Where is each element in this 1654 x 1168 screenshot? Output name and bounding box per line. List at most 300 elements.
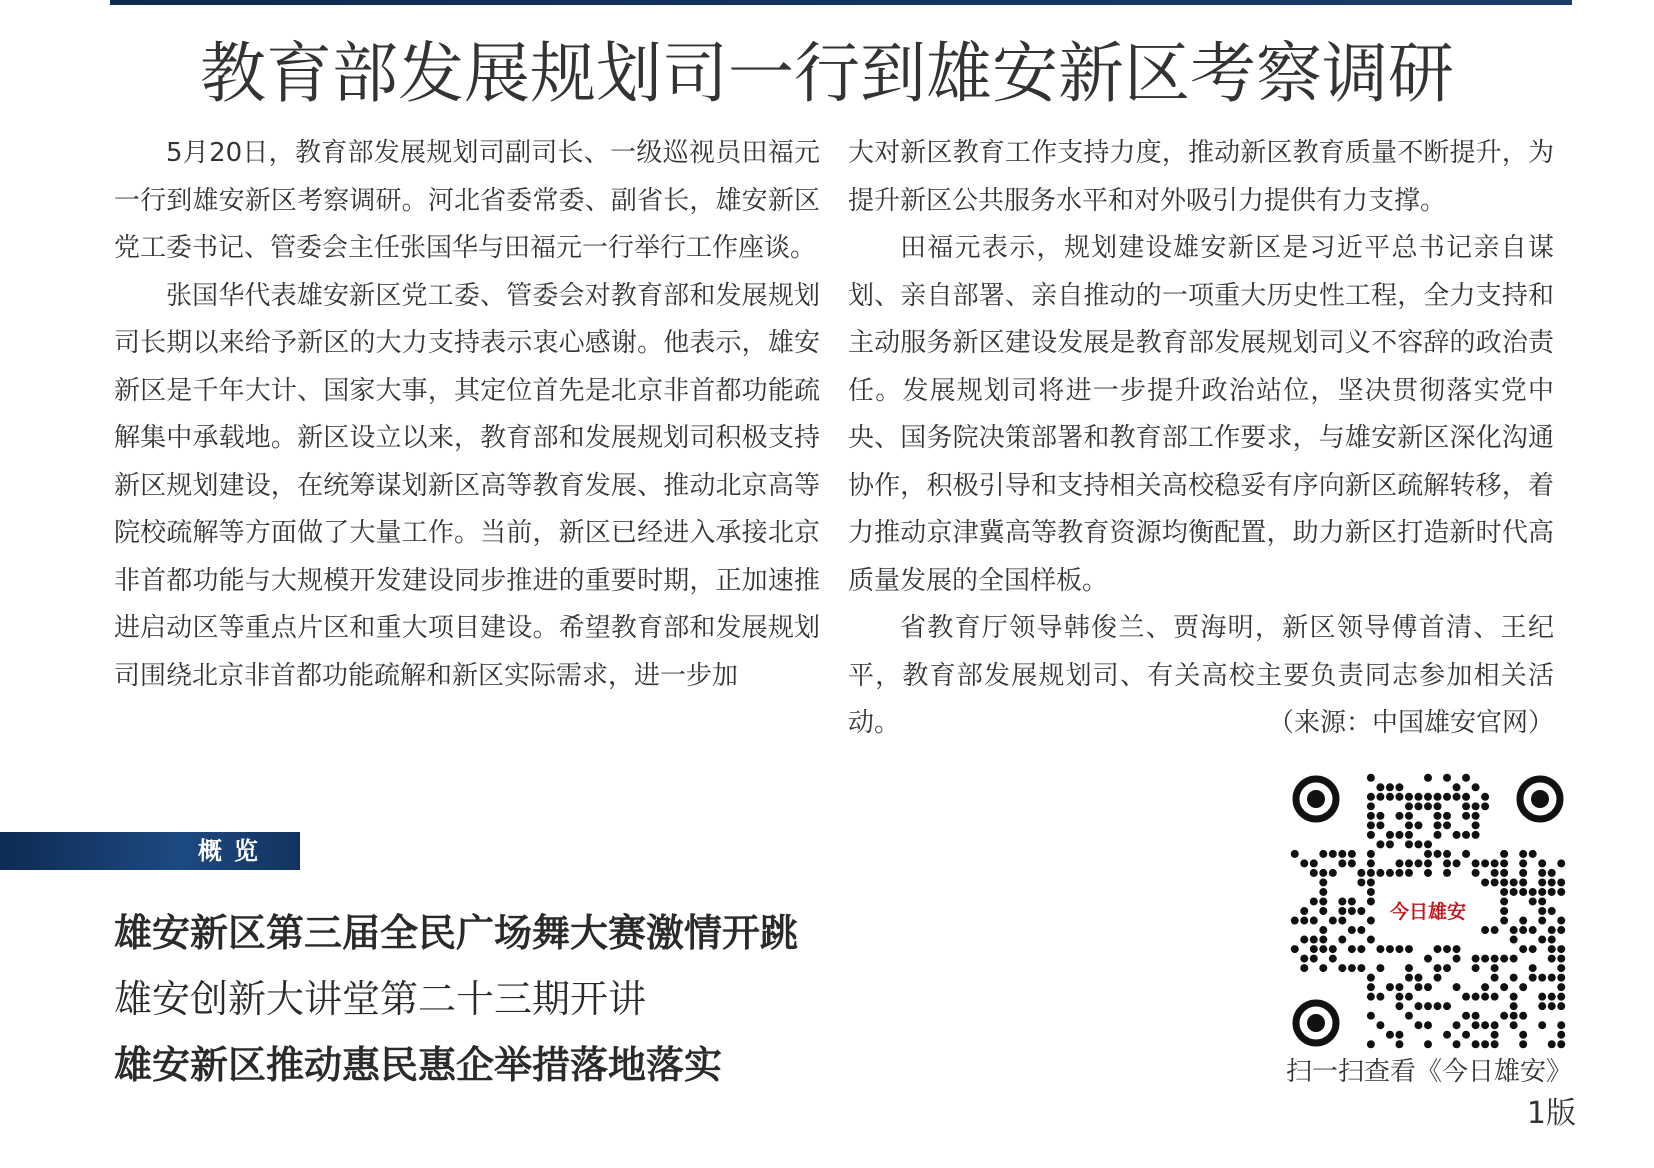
qr-module — [1538, 859, 1546, 867]
qr-module — [1529, 888, 1537, 896]
article-column-right — [848, 130, 1554, 748]
qr-module — [1557, 955, 1565, 963]
overview-item[interactable]: 雄安创新大讲堂第二十三期开讲 — [114, 977, 647, 1021]
qr-module — [1434, 1002, 1442, 1010]
qr-module — [1386, 840, 1394, 848]
qr-module — [1357, 945, 1365, 953]
qr-module — [1529, 897, 1537, 905]
qr-module — [1548, 936, 1556, 944]
article-paragraph: 5月20日，教育部发展规划司副司长、一级巡视员田福元一行到雄安新区考察调研。河北省委常委、副省长，雄安新区党工委书记、管委会主任张国华与田福元一行举行工作座谈。 — [114, 138, 820, 263]
qr-module — [1405, 793, 1413, 801]
qr-module — [1395, 983, 1403, 991]
qr-module — [1367, 888, 1375, 896]
qr-module — [1472, 831, 1480, 839]
qr-module — [1319, 936, 1327, 944]
qr-module — [1510, 1012, 1518, 1020]
qr-module — [1557, 917, 1565, 925]
page-number: 1版 — [1526, 1096, 1576, 1131]
qr-module — [1300, 907, 1308, 915]
qr-module — [1529, 850, 1537, 858]
qr-module — [1434, 831, 1442, 839]
qr-module — [1538, 993, 1546, 1001]
qr-module — [1557, 964, 1565, 972]
qr-module — [1491, 993, 1499, 1001]
qr-module — [1519, 917, 1527, 925]
qr-module — [1519, 983, 1527, 991]
qr-module — [1548, 1040, 1556, 1048]
qr-module — [1424, 850, 1432, 858]
qr-module — [1329, 869, 1337, 877]
qr-module — [1424, 955, 1432, 963]
qr-module — [1462, 802, 1470, 810]
qr-module — [1491, 1021, 1499, 1029]
qr-module — [1481, 878, 1489, 886]
article-paragraph: 省教育厅领导韩俊兰、贾海明，新区领导傅首清、王纪平，教育部发展规划司、有关高校主要负责同志参加相关活动。 — [848, 613, 1554, 738]
qr-module — [1424, 983, 1432, 991]
qr-module — [1548, 926, 1556, 934]
qr-module — [1500, 907, 1508, 915]
qr-module — [1348, 850, 1356, 858]
qr-module — [1443, 1002, 1451, 1010]
qr-module — [1414, 1002, 1422, 1010]
qr-module — [1443, 945, 1451, 953]
qr-module — [1376, 840, 1384, 848]
qr-module — [1491, 955, 1499, 963]
qr-module — [1443, 812, 1451, 820]
qr-module — [1386, 1031, 1394, 1039]
qr-module — [1376, 821, 1384, 829]
qr-module — [1405, 993, 1413, 1001]
qr-module — [1367, 802, 1375, 810]
qr-module — [1443, 821, 1451, 829]
qr-module — [1491, 1031, 1499, 1039]
qr-module — [1500, 850, 1508, 858]
qr-module — [1414, 983, 1422, 991]
qr-module — [1557, 888, 1565, 896]
qr-module — [1395, 859, 1403, 867]
qr-module — [1424, 1040, 1432, 1048]
qr-module — [1395, 1031, 1403, 1039]
qr-module — [1557, 983, 1565, 991]
qr-module — [1462, 831, 1470, 839]
qr-finder-bottom-left — [1296, 1003, 1336, 1043]
qr-module — [1472, 993, 1480, 1001]
qr-module — [1386, 869, 1394, 877]
qr-module — [1395, 812, 1403, 820]
qr-module — [1348, 907, 1356, 915]
qr-module — [1510, 1021, 1518, 1029]
qr-module — [1395, 831, 1403, 839]
qr-module — [1462, 850, 1470, 858]
overview-label: 概览 — [198, 837, 270, 865]
qr-module — [1538, 936, 1546, 944]
qr-module — [1434, 812, 1442, 820]
qr-module — [1481, 993, 1489, 1001]
qr-module — [1472, 1021, 1480, 1029]
overview-item[interactable]: 雄安新区第三届全民广场舞大赛激情开跳 — [114, 911, 799, 955]
qr-module — [1500, 897, 1508, 905]
qr-module — [1491, 964, 1499, 972]
qr-module — [1538, 888, 1546, 896]
qr-module — [1453, 1040, 1461, 1048]
qr-module — [1548, 888, 1556, 896]
qr-module — [1472, 1040, 1480, 1048]
qr-module — [1519, 926, 1527, 934]
qr-module — [1538, 974, 1546, 982]
qr-module — [1548, 1002, 1556, 1010]
qr-module — [1557, 1021, 1565, 1029]
qr-module — [1291, 917, 1299, 925]
qr-module — [1472, 869, 1480, 877]
qr-module — [1367, 983, 1375, 991]
article-paragraph: 张国华代表雄安新区党工委、管委会对教育部和发展规划司长期以来给予新区的大力支持表示衷心感谢。他表示，雄安新区是千年大计、国家大事，其定位首先是北京非首都功能疏解集中承载地。新区设立以来，教育部和发展规划司积极支持新区规划建设，在统筹谋划新区高等教育发展、推动北京高等院校疏解等方面做了大量工作。当前，新区已经进入承接北京非首都功能与大规模开发建设同步推进的重要时期，正加速推进启动区等重点片区和重大项目建设。希望教育部和发展规划司围绕北京非首都功能疏解和新区实际需求，进一步加 — [114, 280, 820, 691]
qr-module — [1491, 878, 1499, 886]
qr-module — [1405, 1012, 1413, 1020]
qr-module — [1319, 926, 1327, 934]
qr-module — [1548, 907, 1556, 915]
qr-module — [1424, 1021, 1432, 1029]
qr-module — [1291, 850, 1299, 858]
qr-module — [1395, 869, 1403, 877]
qr-module — [1481, 1040, 1489, 1048]
qr-module — [1481, 802, 1489, 810]
qr-module — [1519, 1012, 1527, 1020]
qr-module — [1424, 869, 1432, 877]
qr-module — [1453, 983, 1461, 991]
qr-module — [1519, 859, 1527, 867]
qr-module — [1424, 793, 1432, 801]
qr-module — [1414, 821, 1422, 829]
qr-module — [1434, 793, 1442, 801]
qr-module — [1434, 945, 1442, 953]
qr-module — [1443, 774, 1451, 782]
qr-module — [1367, 917, 1375, 925]
qr-module — [1367, 878, 1375, 886]
qr-module — [1519, 850, 1527, 858]
qr-module — [1453, 783, 1461, 791]
qr-finder-top-left — [1296, 779, 1336, 819]
qr-module — [1472, 964, 1480, 972]
qr-module — [1510, 888, 1518, 896]
qr-module — [1367, 821, 1375, 829]
qr-module — [1367, 831, 1375, 839]
qr-module — [1367, 1040, 1375, 1048]
qr-module — [1500, 955, 1508, 963]
qr-module — [1357, 964, 1365, 972]
qr-module — [1538, 897, 1546, 905]
qr-module — [1519, 888, 1527, 896]
qr-module — [1395, 993, 1403, 1001]
qr-module — [1376, 993, 1384, 1001]
qr-module — [1557, 1031, 1565, 1039]
qr-module — [1500, 869, 1508, 877]
qr-module — [1557, 1002, 1565, 1010]
qr-module — [1338, 897, 1346, 905]
qr-module — [1443, 859, 1451, 867]
qr-module — [1557, 945, 1565, 953]
headline: 教育部发展规划司一行到雄安新区考察调研 — [200, 35, 1454, 112]
qr-module — [1519, 869, 1527, 877]
overview-list — [114, 900, 798, 1098]
top-rule — [110, 0, 1572, 5]
qr-module — [1424, 802, 1432, 810]
qr-module — [1453, 859, 1461, 867]
qr-module — [1510, 926, 1518, 934]
qr-module — [1481, 926, 1489, 934]
qr-module — [1519, 878, 1527, 886]
qr-module — [1319, 888, 1327, 896]
qr-module — [1405, 802, 1413, 810]
qr-module — [1405, 945, 1413, 953]
qr-module — [1548, 955, 1556, 963]
qr-module — [1405, 964, 1413, 972]
qr-module — [1310, 955, 1318, 963]
qr-module — [1500, 917, 1508, 925]
qr-module — [1300, 936, 1308, 944]
qr-module — [1472, 955, 1480, 963]
qr-module — [1557, 974, 1565, 982]
qr-module — [1338, 850, 1346, 858]
qr-module — [1338, 907, 1346, 915]
qr-module — [1500, 1012, 1508, 1020]
qr-module — [1557, 1040, 1565, 1048]
qr-module — [1319, 869, 1327, 877]
qr-module — [1367, 1012, 1375, 1020]
qr-module — [1519, 945, 1527, 953]
qr-module — [1453, 793, 1461, 801]
qr-module — [1300, 859, 1308, 867]
qr-module — [1291, 945, 1299, 953]
qr-module — [1357, 878, 1365, 886]
qr-module — [1510, 936, 1518, 944]
qr-module — [1329, 955, 1337, 963]
qr-module — [1424, 840, 1432, 848]
qr-module — [1319, 878, 1327, 886]
qr-module — [1367, 812, 1375, 820]
qr-module — [1481, 859, 1489, 867]
qr-module — [1329, 850, 1337, 858]
qr-module — [1310, 859, 1318, 867]
qr-module — [1310, 936, 1318, 944]
qr-module — [1481, 955, 1489, 963]
qr-module — [1414, 859, 1422, 867]
qr-module — [1386, 945, 1394, 953]
qr-module — [1481, 983, 1489, 991]
qr-module — [1500, 888, 1508, 896]
qr-module — [1443, 793, 1451, 801]
qr-module — [1510, 955, 1518, 963]
qr-module — [1338, 964, 1346, 972]
qr-module — [1424, 774, 1432, 782]
qr-module — [1376, 945, 1384, 953]
qr-module — [1348, 964, 1356, 972]
qr-module — [1348, 897, 1356, 905]
article-paragraph: 大对新区教育工作支持力度，推动新区教育质量不断提升，为提升新区公共服务水平和对外吸引力提供有力支撑。 — [848, 138, 1554, 216]
qr-module — [1376, 869, 1384, 877]
qr-module — [1529, 974, 1537, 982]
qr-module — [1319, 907, 1327, 915]
qr-module — [1548, 869, 1556, 877]
qr-module — [1424, 859, 1432, 867]
qr-module — [1329, 917, 1337, 925]
qr-module — [1548, 878, 1556, 886]
qr-module — [1376, 793, 1384, 801]
qr-module — [1386, 783, 1394, 791]
qr-module — [1453, 945, 1461, 953]
qr-module — [1510, 878, 1518, 886]
qr-module — [1357, 907, 1365, 915]
qr-module — [1500, 878, 1508, 886]
qr-module — [1395, 783, 1403, 791]
qr-module — [1329, 945, 1337, 953]
qr-module — [1481, 793, 1489, 801]
qr-module — [1472, 802, 1480, 810]
qr-module — [1434, 964, 1442, 972]
qr-module — [1462, 1031, 1470, 1039]
qr-module — [1500, 983, 1508, 991]
qr-module — [1424, 1002, 1432, 1010]
qr-module — [1529, 964, 1537, 972]
qr-module — [1538, 907, 1546, 915]
qr-module — [1548, 945, 1556, 953]
qr-module — [1453, 955, 1461, 963]
qr-module — [1538, 1002, 1546, 1010]
qr-module — [1367, 936, 1375, 944]
qr-module — [1376, 812, 1384, 820]
qr-module — [1443, 869, 1451, 877]
qr-module — [1376, 1021, 1384, 1029]
qr-module — [1310, 869, 1318, 877]
qr-module — [1386, 793, 1394, 801]
qr-module — [1367, 897, 1375, 905]
qr-module — [1395, 1040, 1403, 1048]
qr-module — [1386, 831, 1394, 839]
qr-module — [1319, 964, 1327, 972]
qr-module — [1367, 859, 1375, 867]
qr-module — [1376, 964, 1384, 972]
qr-module — [1557, 859, 1565, 867]
qr-module — [1405, 859, 1413, 867]
qr-module — [1367, 850, 1375, 858]
qr-module — [1338, 936, 1346, 944]
qr-module — [1500, 859, 1508, 867]
qr-module — [1481, 1021, 1489, 1029]
qr-module — [1357, 869, 1365, 877]
qr-module — [1462, 812, 1470, 820]
qr-logo-text: 今日雄安 — [1389, 901, 1467, 923]
qr-module — [1472, 812, 1480, 820]
qr-module — [1548, 993, 1556, 1001]
qr-module — [1548, 974, 1556, 982]
qr-module — [1300, 955, 1308, 963]
qr-module — [1510, 1002, 1518, 1010]
qr-module — [1405, 869, 1413, 877]
qr-module — [1414, 793, 1422, 801]
qr-module — [1357, 926, 1365, 934]
article-paragraph: 田福元表示，规划建设雄安新区是习近平总书记亲自谋划、亲自部署、亲自推动的一项重大历史性工程，全力支持和主动服务新区建设发展是教育部发展规划司义不容辞的政治责任。发展规划司将进一步提升政治站位，坚决贯彻落实党中央、国务院决策部署和教育部工作要求，与雄安新区深化沟通协作，积极引导和支持相关高校稳妥有序向新区疏解转移，着力推动京津冀高等教育资源均衡配置，助力新区打造新时代高质量发展的全国样板。 — [848, 233, 1554, 596]
qr-module — [1462, 1012, 1470, 1020]
qr-module — [1395, 1002, 1403, 1010]
qr-module — [1529, 945, 1537, 953]
qr-module — [1491, 926, 1499, 934]
qr-module — [1491, 1040, 1499, 1048]
qr-module — [1376, 783, 1384, 791]
qr-module — [1367, 774, 1375, 782]
qr-module — [1300, 964, 1308, 972]
qr-module — [1491, 859, 1499, 867]
qr-module — [1519, 1031, 1527, 1039]
qr-module — [1338, 917, 1346, 925]
qr-module — [1338, 859, 1346, 867]
qr-module — [1367, 793, 1375, 801]
qr-module — [1557, 926, 1565, 934]
qr-module — [1319, 945, 1327, 953]
qr-module — [1434, 802, 1442, 810]
qr-code[interactable] — [1290, 773, 1566, 1049]
qr-module — [1434, 850, 1442, 858]
qr-module — [1538, 878, 1546, 886]
qr-module — [1405, 831, 1413, 839]
article-source: （来源：中国雄安官网） — [1267, 708, 1554, 738]
qr-module — [1310, 917, 1318, 925]
qr-module — [1348, 859, 1356, 867]
qr-module — [1472, 821, 1480, 829]
qr-module — [1443, 1031, 1451, 1039]
qr-module — [1414, 1021, 1422, 1029]
qr-module — [1538, 869, 1546, 877]
qr-module — [1472, 783, 1480, 791]
qr-module — [1453, 831, 1461, 839]
overview-item[interactable]: 雄安新区推动惠民惠企举措落地落实 — [114, 1043, 723, 1087]
qr-module — [1414, 840, 1422, 848]
qr-module — [1319, 850, 1327, 858]
qr-module — [1453, 1021, 1461, 1029]
qr-module — [1462, 993, 1470, 1001]
qr-module — [1538, 1021, 1546, 1029]
qr-module — [1395, 945, 1403, 953]
qr-module — [1300, 917, 1308, 925]
qr-module — [1310, 945, 1318, 953]
qr-module — [1367, 869, 1375, 877]
qr-module — [1414, 974, 1422, 982]
qr-module — [1491, 869, 1499, 877]
qr-module — [1319, 897, 1327, 905]
qr-caption: 扫一扫查看《今日雄安》 — [1286, 1057, 1573, 1087]
qr-module — [1395, 793, 1403, 801]
qr-module — [1510, 993, 1518, 1001]
qr-module — [1405, 812, 1413, 820]
qr-module — [1414, 802, 1422, 810]
qr-module — [1405, 974, 1413, 982]
qr-module — [1557, 993, 1565, 1001]
article-column-left — [114, 130, 820, 700]
qr-module — [1472, 1012, 1480, 1020]
qr-module — [1462, 774, 1470, 782]
qr-module — [1462, 793, 1470, 801]
qr-module — [1386, 983, 1394, 991]
qr-module — [1367, 974, 1375, 982]
qr-module — [1472, 859, 1480, 867]
qr-module — [1310, 897, 1318, 905]
qr-module — [1348, 926, 1356, 934]
qr-module — [1405, 840, 1413, 848]
qr-module — [1538, 917, 1546, 925]
qr-module — [1443, 964, 1451, 972]
qr-module — [1434, 821, 1442, 829]
qr-module — [1510, 974, 1518, 982]
qr-module — [1348, 945, 1356, 953]
qr-module — [1529, 926, 1537, 934]
